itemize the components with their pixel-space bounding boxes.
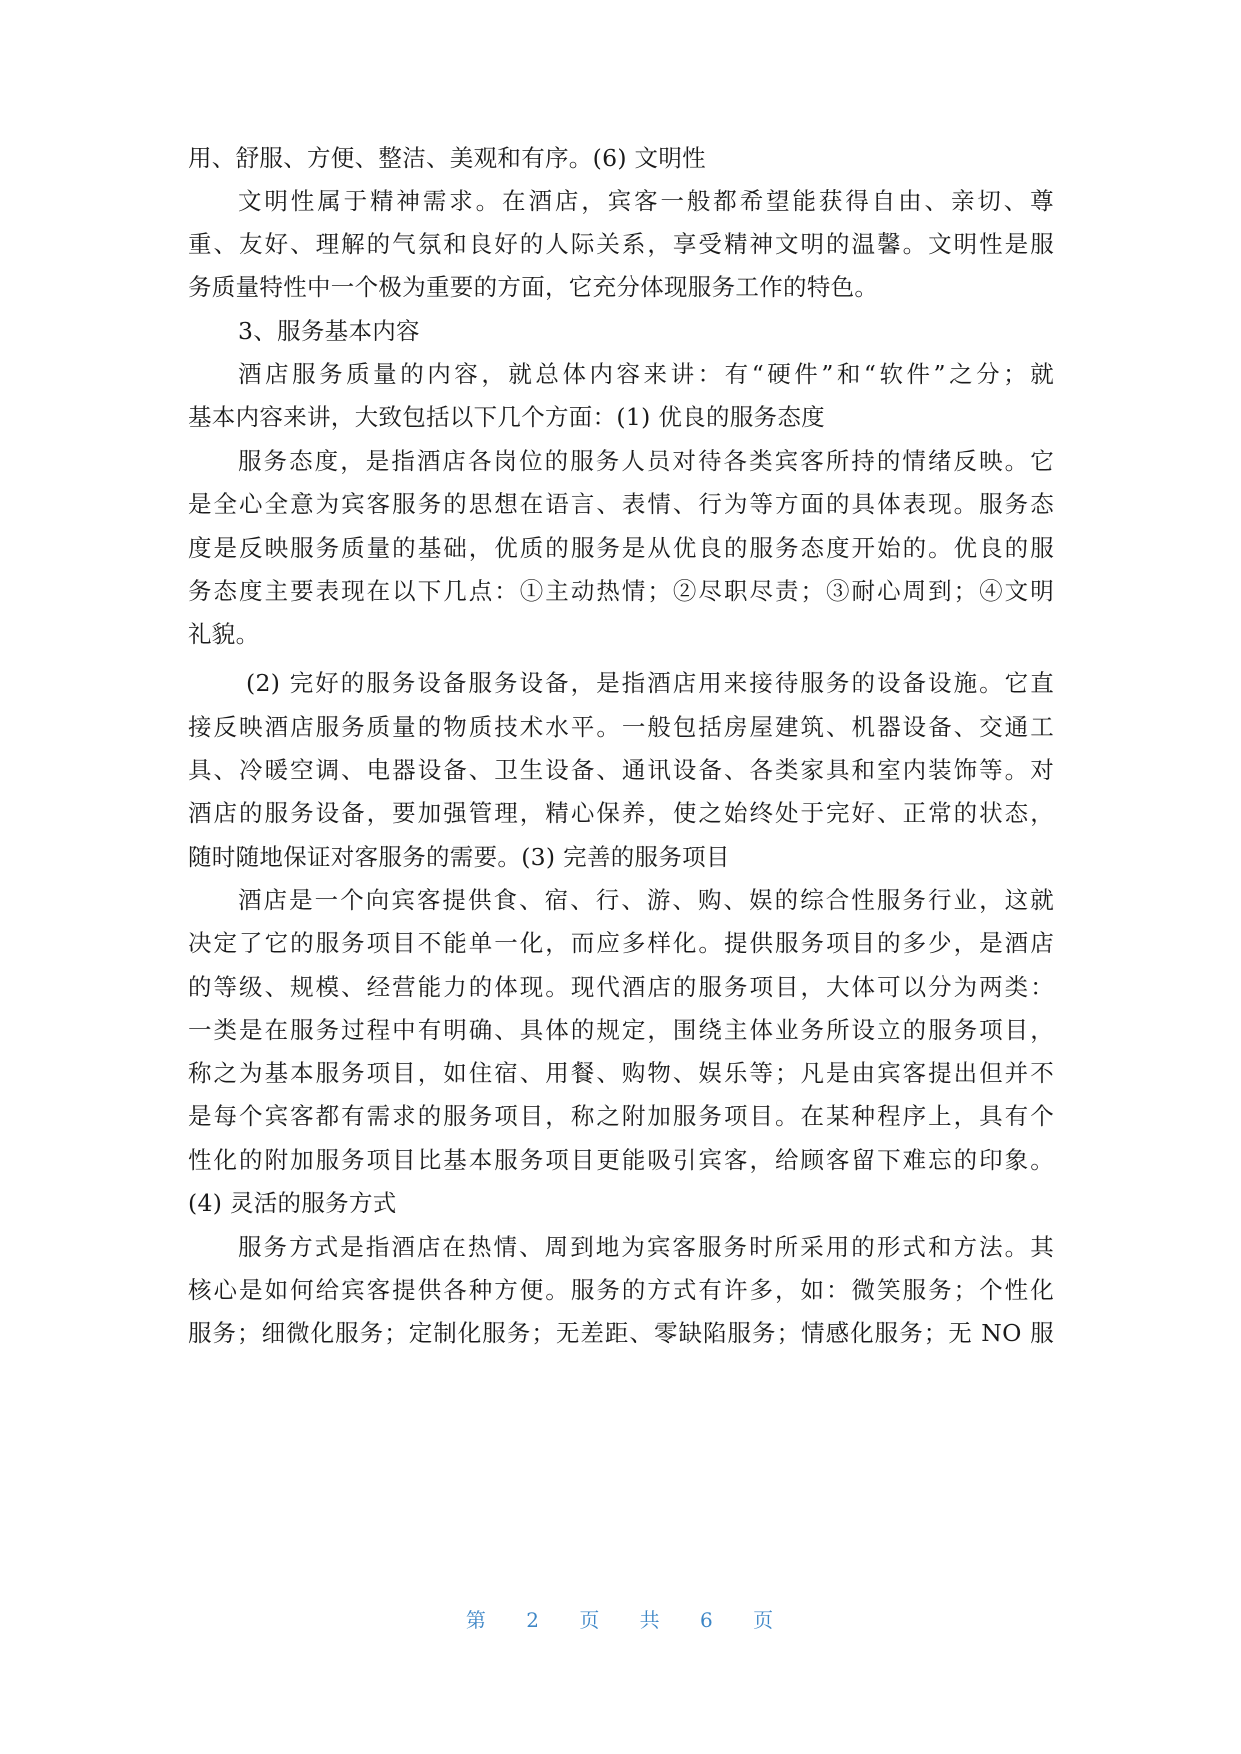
text-line: 服务方式是指酒店在热情、周到地为宾客服务时所采用的形式和方法。其 <box>238 1233 1054 1261</box>
text-line: 服务态度，是指酒店各岗位的服务人员对待各类宾客所持的情绪反映。它 <box>238 447 1054 475</box>
text-line: 礼貌。 <box>188 620 260 648</box>
text-line: 随时随地保证对客服务的需要。(3) 完善的服务项目 <box>188 843 730 871</box>
footer-gong: 共 <box>639 1608 662 1632</box>
text-line: 核心是如何给宾客提供各种方便。服务的方式有许多，如：微笑服务；个性化 <box>188 1276 1054 1304</box>
text-line: 酒店是一个向宾客提供食、宿、行、游、购、娱的综合性服务行业，这就 <box>238 886 1054 914</box>
text-line: 的等级、规模、经营能力的体现。现代酒店的服务项目，大体可以分为两类： <box>188 973 1054 1001</box>
total-page-number: 6 <box>700 1608 715 1632</box>
text-line: 是全心全意为宾客服务的思想在语言、表情、行为等方面的具体表现。服务态 <box>188 490 1054 518</box>
text-line: 务质量特性中一个极为重要的方面，它充分体现服务工作的特色。 <box>188 273 879 301</box>
text-line: 称之为基本服务项目，如住宿、用餐、购物、娱乐等；凡是由宾客提出但并不 <box>188 1059 1054 1087</box>
text-line: (2) 完好的服务设备服务设备，是指酒店用来接待服务的设备设施。它直 <box>246 669 1054 697</box>
text-line: 一类是在服务过程中有明确、具体的规定，围绕主体业务所设立的服务项目， <box>188 1016 1054 1044</box>
footer-ye: 页 <box>579 1608 602 1632</box>
footer-ye-end: 页 <box>753 1608 776 1632</box>
text-line: 决定了它的服务项目不能单一化，而应多样化。提供服务项目的多少，是酒店 <box>188 929 1054 957</box>
footer-di: 第 <box>465 1608 488 1632</box>
text-line: 酒店服务质量的内容，就总体内容来讲：有“硬件”和“软件”之分；就 <box>238 360 1054 388</box>
page-footer <box>0 1604 1241 1633</box>
current-page-number: 2 <box>526 1608 541 1632</box>
text-line: 基本内容来讲，大致包括以下几个方面：(1) 优良的服务态度 <box>188 403 825 431</box>
text-line: 用、舒服、方便、整洁、美观和有序。(6) 文明性 <box>188 144 706 172</box>
text-line: 服务；细微化服务；定制化服务；无差距、零缺陷服务；情感化服务；无 NO 服 <box>188 1319 1054 1347</box>
text-line: 酒店的服务设备，要加强管理，精心保养，使之始终处于完好、正常的状态， <box>188 799 1054 827</box>
section-heading: 3、服务基本内容 <box>238 317 420 345</box>
text-line: 务态度主要表现在以下几点：①主动热情；②尽职尽责；③耐心周到；④文明 <box>188 577 1054 605</box>
text-line: 是每个宾客都有需求的服务项目，称之附加服务项目。在某种程序上，具有个 <box>188 1102 1054 1130</box>
text-line: 文明性属于精神需求。在酒店，宾客一般都希望能获得自由、亲切、尊 <box>238 187 1054 215</box>
text-line: 具、冷暖空调、电器设备、卫生设备、通讯设备、各类家具和室内装饰等。对 <box>188 756 1054 784</box>
text-line: 重、友好、理解的气氛和良好的人际关系，享受精神文明的温馨。文明性是服 <box>188 230 1054 258</box>
text-line: 度是反映服务质量的基础，优质的服务是从优良的服务态度开始的。优良的服 <box>188 534 1054 562</box>
text-line: (4) 灵活的服务方式 <box>188 1189 397 1217</box>
text-line: 性化的附加服务项目比基本服务项目更能吸引宾客，给顾客留下难忘的印象。 <box>188 1146 1054 1174</box>
text-line: 接反映酒店服务质量的物质技术水平。一般包括房屋建筑、机器设备、交通工 <box>188 713 1054 741</box>
